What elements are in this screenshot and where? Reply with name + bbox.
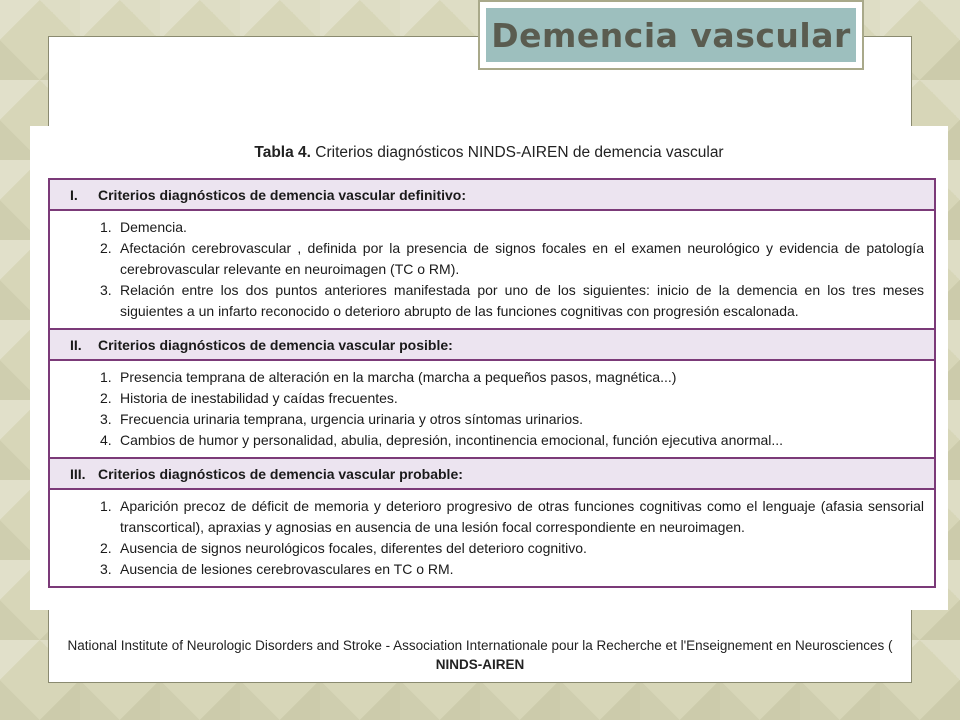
criteria-item-text: Afectación cerebrovascular , definida por la presencia de signos focales en el examen neurológico y evidencia de patología cerebrovascular relevante en neuroimagen (TC o RM). [120,240,924,277]
criteria-table-figure [30,126,948,610]
criteria-item-number: 1. [100,219,112,235]
criteria-item-number: 2. [100,390,112,406]
section-heading-text: Criterios diagnósticos de demencia vascular posible: [98,336,453,353]
criteria-item-number: 1. [100,498,112,514]
criteria-table [48,178,936,588]
criteria-item [100,538,924,559]
section-body [50,211,934,330]
section-heading-text: Criterios diagnósticos de demencia vascular probable: [98,465,463,482]
table-caption-text: Criterios diagnósticos NINDS-AIREN de demencia vascular [310,144,724,161]
section-heading-text: Criterios diagnósticos de demencia vascular definitivo: [98,186,466,203]
section-number: II. [70,336,82,353]
criteria-item [100,280,924,322]
criteria-item [100,430,924,451]
criteria-item-number: 2. [100,240,112,256]
criteria-item [100,496,924,538]
table-caption-label: Tabla 4. [254,144,311,161]
section-heading [50,180,934,211]
title-banner [486,8,856,62]
title-box [478,0,864,70]
criteria-item [100,409,924,430]
criteria-item-number: 3. [100,282,112,298]
criteria-item-number: 3. [100,411,112,427]
footer-acronym: NINDS-AIREN [435,657,525,672]
criteria-item [100,388,924,409]
criteria-item [100,217,924,238]
section-heading [50,459,934,490]
criteria-item-text: Ausencia de lesiones cerebrovasculares en TC o RM. [120,561,454,577]
criteria-item [100,559,924,580]
criteria-item [100,238,924,280]
slide-title: Demencia vascular [491,15,851,55]
criteria-item-text: Ausencia de signos neurológicos focales, diferentes del deterioro cognitivo. [120,540,587,556]
footer-citation [48,636,912,674]
table-caption [30,144,948,162]
criteria-item-text: Aparición precoz de déficit de memoria y deterioro progresivo de otras funciones cognitivas como el lenguaje (afasia sensorial transcortical), apraxias y agnosias en ausencia de una lesión focal correspondiente en neuroimagen. [120,498,924,535]
footer-text: National Institute of Neurologic Disorders and Stroke - Association Internationale pour la Recherche et l'Enseignement en Neurosciences ( [67,638,893,653]
section-body [50,361,934,459]
criteria-item-text: Demencia. [120,219,187,235]
criteria-item-text: Presencia temprana de alteración en la marcha (marcha a pequeños pasos, magnética...) [120,369,677,385]
criteria-item-number: 2. [100,540,112,556]
section-heading [50,330,934,361]
section-number: III. [70,465,86,482]
criteria-item-text: Cambios de humor y personalidad, abulia, depresión, incontinencia emocional, función ejecutiva anormal... [120,432,784,448]
criteria-item-number: 4. [100,432,112,448]
criteria-item-text: Relación entre los dos puntos anteriores manifestada por uno de los siguientes: inicio de la demencia en los tres meses siguientes a un infarto reconocido o deterioro abrupto de las funciones cognitivas con progresión escalonada. [120,282,924,319]
section-body [50,490,934,586]
section-number: I. [70,186,78,203]
criteria-item-text: Historia de inestabilidad y caídas frecuentes. [120,390,398,406]
criteria-item-number: 3. [100,561,112,577]
criteria-item [100,367,924,388]
criteria-item-text: Frecuencia urinaria temprana, urgencia urinaria y otros síntomas urinarios. [120,411,583,427]
criteria-item-number: 1. [100,369,112,385]
